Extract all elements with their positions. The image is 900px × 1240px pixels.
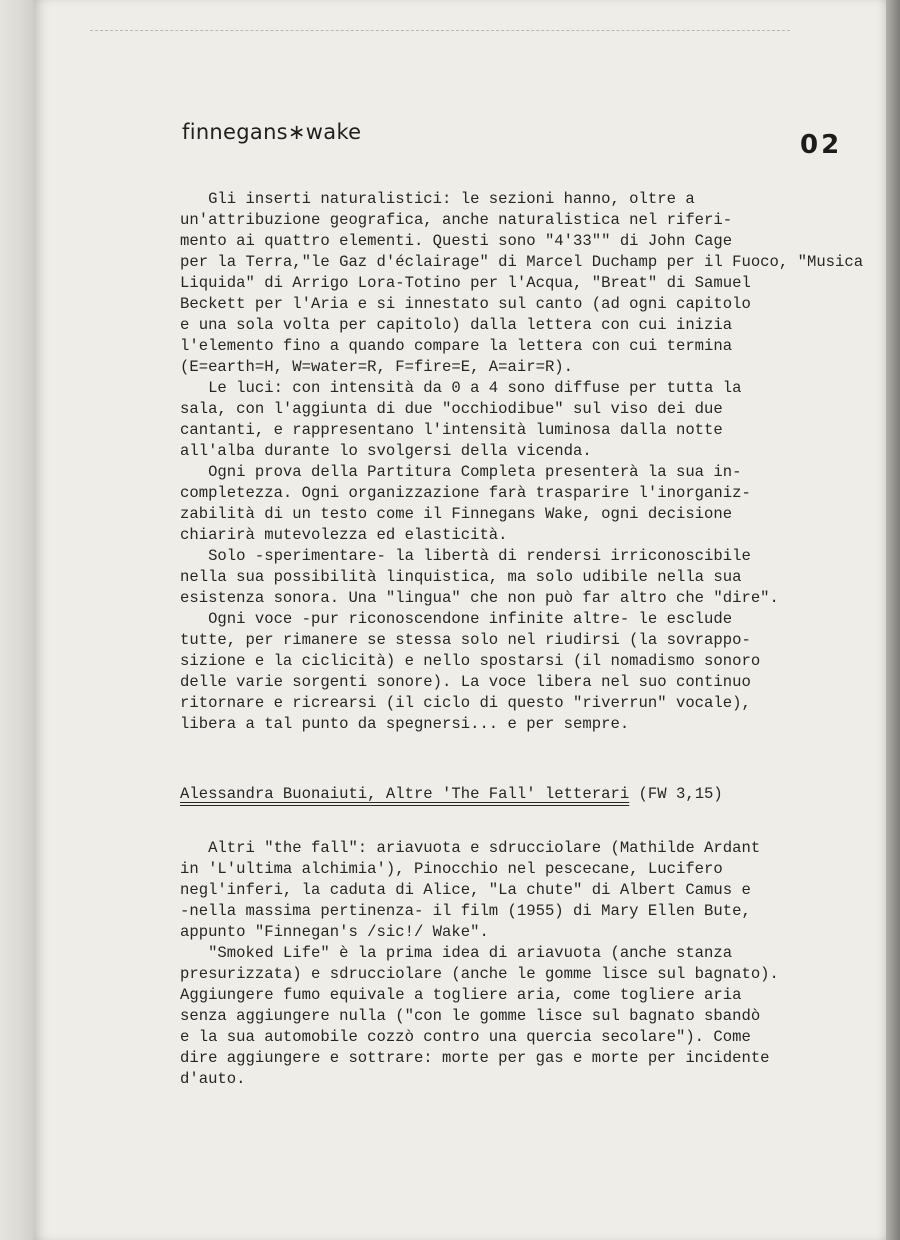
text-line: cantanti, e rappresentano l'intensità luminosa dalla notte: [180, 421, 723, 439]
text-line: "Smoked Life" è la prima idea di ariavuota (anche stanza: [180, 944, 733, 962]
text-line: Ogni prova della Partitura Completa presenterà la sua in-: [180, 463, 742, 481]
text-line: Le luci: con intensità da 0 a 4 sono diffuse per tutta la: [180, 379, 742, 397]
text-line: negl'inferi, la caduta di Alice, "La chute" di Albert Camus e: [180, 881, 751, 899]
text-line: appunto "Finnegan's /sic!/ Wake".: [180, 923, 489, 941]
text-line: Liquida" di Arrigo Lora-Totino per l'Acqua, "Breat" di Samuel: [180, 274, 751, 292]
page-title: finnegans∗wake: [182, 120, 362, 144]
text-line: presurizzata) e sdrucciolare (anche le gomme lisce sul bagnato).: [180, 965, 779, 983]
text-line: Aggiungere fumo equivale a togliere aria, come togliere aria: [180, 986, 742, 1004]
section2-heading: [180, 784, 723, 805]
text-line: tutte, per rimanere se stessa solo nel riudirsi (la sovrappo-: [180, 631, 751, 649]
text-line: in 'L'ultima alchimia'), Pinocchio nel pescecane, Lucifero: [180, 860, 723, 878]
text-line: sala, con l'aggiunta di due "occhiodibue" sul viso dei due: [180, 400, 723, 418]
binding-margin: [0, 0, 35, 1240]
text-line: sizione e la ciclicità) e nello spostarsi (il nomadismo sonoro: [180, 652, 761, 670]
text-line: e una sola volta per capitolo) dalla lettera con cui inizia: [180, 316, 733, 334]
text-line: senza aggiungere nulla ("con le gomme lisce sul bagnato sbandò: [180, 1007, 761, 1025]
section2-body: [180, 838, 779, 1090]
text-line: e la sua automobile cozzò contro una quercia secolare"). Come: [180, 1028, 751, 1046]
section2-heading-title: Alessandra Buonaiuti, Altre 'The Fall' letterari: [180, 785, 630, 803]
page-right-edge: [886, 0, 900, 1240]
text-line: completezza. Ogni organizzazione farà trasparire l'inorganiz-: [180, 484, 751, 502]
text-line: un'attribuzione geografica, anche naturalistica nel riferi-: [180, 211, 733, 229]
text-line: l'elemento fino a quando compare la lettera con cui termina: [180, 337, 733, 355]
text-line: ritornare e ricrearsi (il ciclo di questo "riverrun" vocale),: [180, 694, 751, 712]
section2-heading-reference: (FW 3,15): [629, 785, 723, 803]
text-line: Ogni voce -pur riconoscendone infinite altre- le esclude: [180, 610, 733, 628]
top-divider: [90, 30, 790, 31]
text-line: Solo -sperimentare- la libertà di rendersi irriconoscibile: [180, 547, 751, 565]
section1-body: [180, 189, 863, 735]
text-line: (E=earth=H, W=water=R, F=fire=E, A=air=R).: [180, 358, 574, 376]
text-line: chiarirà mutevolezza ed elasticità.: [180, 526, 508, 544]
text-line: esistenza sonora. Una "lingua" che non può far altro che "dire".: [180, 589, 779, 607]
text-line: d'auto.: [180, 1070, 246, 1088]
page-number: 02: [800, 130, 843, 160]
text-line: mento ai quattro elementi. Questi sono "4'33"" di John Cage: [180, 232, 733, 250]
text-line: zabilità di un testo come il Finnegans Wake, ogni decisione: [180, 505, 733, 523]
text-line: delle varie sorgenti sonore). La voce libera nel suo continuo: [180, 673, 751, 691]
text-line: libera a tal punto da spegnersi... e per sempre.: [180, 715, 630, 733]
text-line: all'alba durante lo svolgersi della vicenda.: [180, 442, 592, 460]
text-line: per la Terra,"le Gaz d'éclairage" di Marcel Duchamp per il Fuoco, "Musica: [180, 253, 864, 271]
text-line: nella sua possibilità linquistica, ma solo udibile nella sua: [180, 568, 742, 586]
text-line: dire aggiungere e sottrare: morte per gas e morte per incidente: [180, 1049, 770, 1067]
text-line: Gli inserti naturalistici: le sezioni hanno, oltre a: [180, 190, 695, 208]
text-line: Beckett per l'Aria e si innestato sul canto (ad ogni capitolo: [180, 295, 751, 313]
text-line: -nella massima pertinenza- il film (1955) di Mary Ellen Bute,: [180, 902, 751, 920]
text-line: Altri "the fall": ariavuota e sdrucciolare (Mathilde Ardant: [180, 839, 761, 857]
